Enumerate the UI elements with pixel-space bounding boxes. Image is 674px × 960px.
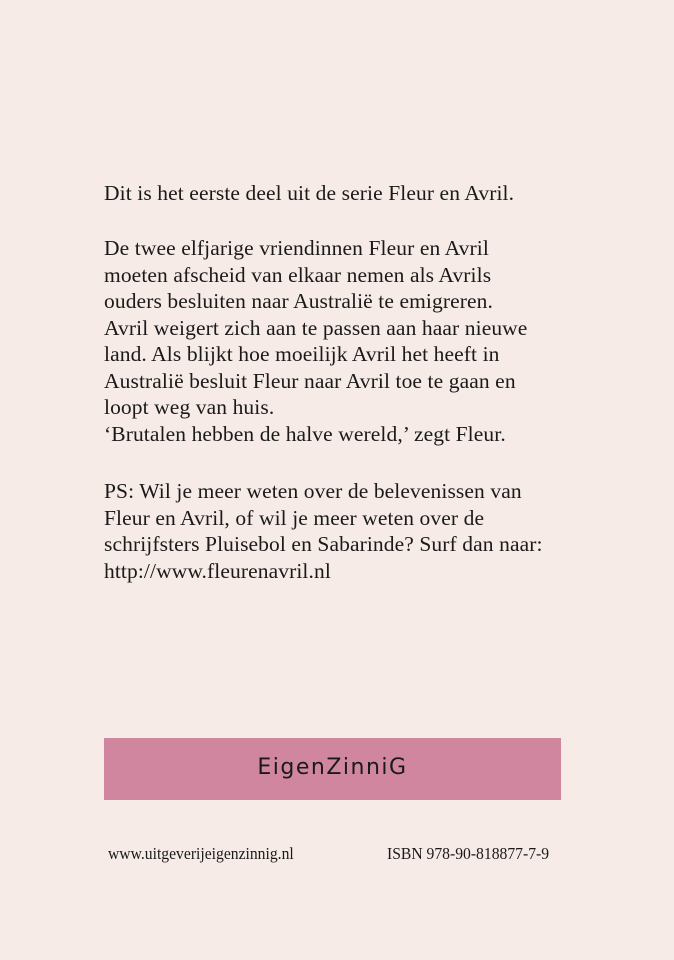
summary-line: Australië besluit Fleur naar Avril toe te gaan en [104,368,516,393]
ps-url-line: http://www.fleurenavril.nl [104,558,331,583]
summary-line: moeten afscheid van elkaar nemen als Avrils [104,262,492,287]
summary-line: loopt weg van huis. [104,395,275,419]
publisher-banner [104,738,561,800]
summary-line: Avril weigert zich aan te passen aan haar nieuwe [104,315,528,340]
summary-line: land. Als blijkt hoe moeilijk Avril het heeft in [104,342,500,366]
ps-line: PS: Wil je meer weten over de belevenissen van [104,479,522,503]
intro-text [104,180,574,207]
ps-line: schrijfsters Pluisebol en Sabarinde? Surf dan naar: [104,532,543,556]
publisher-website: www.uitgeverijeigenzinnig.nl [108,844,294,863]
summary-line: ouders besluiten naar Australië te emigreren. [104,289,493,313]
ps-paragraph [104,478,574,584]
summary-line: De twee elfjarige vriendinnen Fleur en Avril [104,236,489,260]
summary-line: ‘Brutalen hebben de halve wereld,’ zegt Fleur. [104,421,506,446]
isbn-number: ISBN 978-90-818877-7-9 [387,844,550,863]
summary-paragraph [104,235,574,447]
publisher-logo: EigenZinniG [257,754,408,780]
intro-line: Dit is het eerste deel uit de serie Fleur en Avril. [104,181,515,205]
ps-line: Fleur en Avril, of wil je meer weten over de [104,505,485,530]
